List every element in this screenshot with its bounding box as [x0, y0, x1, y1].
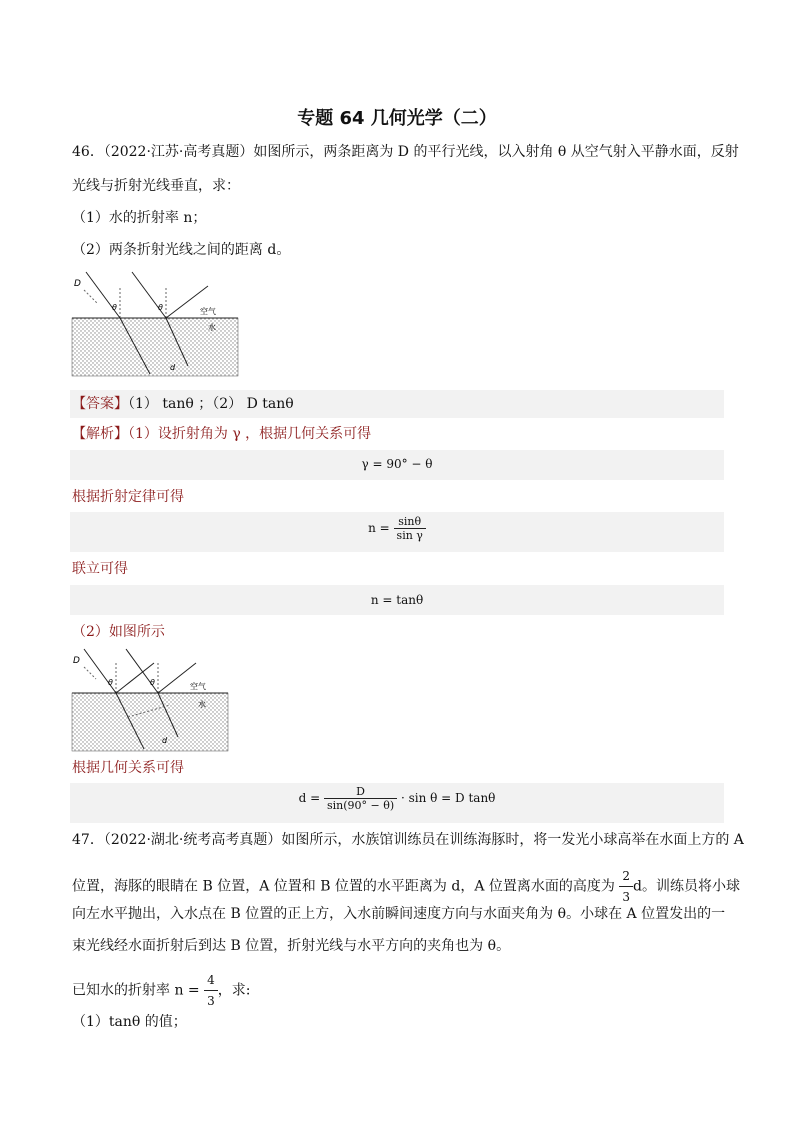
fig2-label-air: 空气 — [190, 682, 206, 691]
q47-line2a: 位置，海豚的眼睛在 B 位置，A 位置和 B 位置的水平距离为 d，A 位置离水面的高度为 — [72, 878, 615, 895]
eq2 — [70, 515, 724, 542]
figure-2 — [70, 645, 230, 753]
eq2-fraction — [394, 515, 426, 542]
fig1-label-theta-2: θ — [158, 303, 163, 312]
q47-frac2-den: 3 — [207, 994, 215, 1008]
q46-part2: （2）两条折射光线之间的距离 d。 — [72, 242, 291, 258]
figure-1 — [70, 268, 240, 378]
q47-frac-2-3 — [619, 866, 633, 907]
q47-line5b: ，求: — [217, 982, 251, 999]
fig1-label-water: 水 — [208, 323, 216, 332]
eq2-num: sinθ — [394, 515, 426, 529]
q47-frac2-num: 4 — [204, 970, 218, 991]
text-combine: 联立可得 — [72, 561, 128, 577]
q47-line3: 向左水平抛出，入水点在 B 位置的正上方，入水前瞬间速度方向与水面夹角为 θ。小球在 A 位置发出的一 — [72, 906, 726, 922]
text-geometry: 根据几何关系可得 — [72, 760, 184, 776]
fig1-label-d: d — [170, 363, 176, 372]
eq4 — [70, 785, 724, 812]
eq2-den: sin γ — [396, 529, 423, 542]
answer-tag: 【答案】 — [72, 396, 128, 412]
answer-line — [72, 394, 732, 414]
fig1-label-theta-1: θ — [112, 303, 117, 312]
eq4-lhs: d = — [298, 791, 321, 805]
q47-frac-num: 2 — [619, 866, 633, 887]
eq4-rhs: · sin θ = D tanθ — [400, 791, 496, 805]
q47-line2b: d。训练员将小球 — [633, 878, 740, 895]
text-refraction-law: 根据折射定律可得 — [72, 489, 184, 505]
text-part2-figure: （2）如图所示 — [72, 624, 165, 640]
q47-part1: （1）tanθ 的值； — [72, 1014, 187, 1030]
q47-frac-4-3 — [204, 970, 218, 1011]
fig1-label-D: D — [74, 279, 81, 289]
eq4-num: D — [324, 785, 397, 799]
fig2-label-D: D — [73, 656, 80, 666]
answer-text: （1） tanθ ；（2） D tanθ — [128, 396, 294, 412]
q46-line2: 光线与折射光线垂直，求： — [72, 178, 240, 194]
eq2-lhs: n = — [368, 521, 390, 535]
page-title: 专题 64 几何光学（二） — [297, 108, 497, 129]
analysis-tag: 【解析】 — [72, 426, 128, 442]
q47-line1: 47．（2022·湖北·统考高考真题）如图所示，水族馆训练员在训练海豚时，将一发光小球高举在水面上方的 A — [72, 832, 744, 848]
eq3: n = tanθ — [370, 593, 424, 607]
q47-line4: 束光线经水面折射后到达 B 位置，折射光线与水平方向的夹角也为 θ。 — [72, 938, 511, 954]
analysis-text: （1）设折射角为 γ ，根据几何关系可得 — [128, 426, 372, 442]
eq4-den: sin(90° − θ) — [326, 799, 395, 812]
q46-part1: （1）水的折射率 n； — [72, 210, 207, 226]
q46-line1: 46．（2022·江苏·高考真题）如图所示，两条距离为 D 的平行光线，以入射角 θ 从空气射入平静水面，反射 — [72, 144, 739, 160]
fig2-label-d: d — [162, 736, 168, 745]
q47-frac-den: 3 — [622, 890, 631, 904]
fig2-label-water: 水 — [198, 700, 206, 709]
q47-line5a: 已知水的折射率 n = — [72, 982, 200, 999]
analysis-line — [72, 424, 732, 444]
eq1: γ = 90° − θ — [361, 457, 433, 471]
fig1-label-air: 空气 — [200, 307, 216, 316]
q47-line2 — [72, 866, 740, 907]
fig2-label-theta-1: θ — [108, 678, 113, 687]
eq4-fraction — [324, 785, 397, 812]
fig2-label-theta-2: θ — [150, 678, 155, 687]
q47-line5 — [72, 970, 732, 1011]
